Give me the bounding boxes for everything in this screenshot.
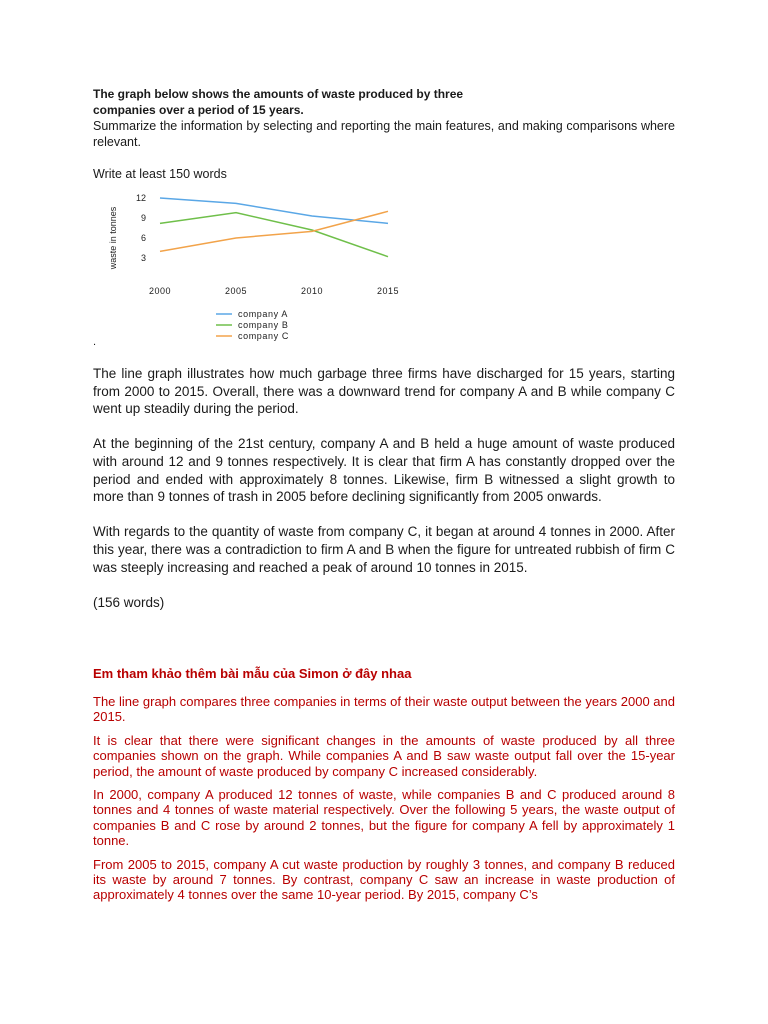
legend-label-company-c: company C [238, 331, 289, 341]
simon-paragraph-4: From 2005 to 2015, company A cut waste production by roughly 3 tonnes, and company B reduced its waste by around 7 tonnes. By contrast, company C saw an increase in waste production of approximately 4 tonnes over the same 10-year period. By 2015, company C’s [93, 856, 675, 903]
waste-line-chart [100, 188, 430, 348]
prompt-title-line1: The graph below shows the amounts of waste produced by three [93, 87, 464, 101]
simon-paragraph-2: It is clear that there were significant changes in the amounts of waste produced by all three companies shown on the graph. While companies A and B saw waste output fall over the 15-year period, the amount of waste produced by company C increased considerably. [93, 732, 675, 779]
y-axis-label: waste in tonnes [108, 206, 118, 270]
series-line-company-a [160, 198, 388, 223]
simon-paragraph-1: The line graph compares three companies in terms of their waste output between the years 2000 and 2015. [93, 694, 675, 725]
x-tick-label-2015: 2015 [376, 286, 400, 296]
y-tick-label-12: 12 [135, 193, 146, 203]
word-count: (156 words) [93, 594, 165, 610]
essay [93, 365, 675, 629]
x-tick-label-2010: 2010 [300, 286, 324, 296]
y-tick-label-9: 9 [140, 213, 146, 223]
stray-dot: . [93, 336, 97, 348]
x-tick-label-2000: 2000 [148, 286, 172, 296]
y-tick-label-6: 6 [140, 233, 146, 243]
prompt-block [93, 86, 675, 182]
simon-paragraph-3: In 2000, company A produced 12 tonnes of waste, while companies B and C produced around 8 tonnes and 4 tonnes of waste material respectively. Over the following 5 years, the waste output of companies B and C rose by around 2 tonnes, but the figure for company A fell by approximately 1 tonne. [93, 787, 675, 849]
simon-heading: Em tham khảo thêm bài mẫu của Simon ở đây nhaa [93, 666, 412, 681]
essay-paragraph-1: The line graph illustrates how much garbage three firms have discharged for 15 years, starting from 2000 to 2015. Overall, there was a downward trend for company A and B while company C went up steadily during the period. [93, 366, 675, 417]
x-tick-label-2005: 2005 [224, 286, 248, 296]
y-tick-label-3: 3 [140, 253, 146, 263]
legend-label-company-a: company A [238, 309, 288, 319]
prompt-title-line2: companies over a period of 15 years. [93, 103, 304, 117]
write-note: Write at least 150 words [93, 167, 227, 181]
essay-paragraph-2: At the beginning of the 21st century, company A and B held a huge amount of waste produced with around 12 and 9 tonnes respectively. It is clear that firm A has constantly dropped over the period and ended with approximately 8 tonnes. Likewise, firm B witnessed a slight growth to more than 9 tonnes of trash in 2005 before declining significantly from 2005 onwards. [93, 436, 675, 505]
simon-sample [93, 666, 675, 911]
prompt-instructions: Summarize the information by selecting and reporting the main features, and making comparisons where relevant. [93, 119, 675, 149]
legend-label-company-b: company B [238, 320, 289, 330]
essay-paragraph-3: With regards to the quantity of waste from company C, it began at around 4 tonnes in 2000. After this year, there was a contradiction to firm A and B when the figure for untreated rubbish of firm C was steeply increasing and reached a peak of around 10 tonnes in 2015. [93, 524, 675, 575]
chart-svg [100, 188, 430, 348]
